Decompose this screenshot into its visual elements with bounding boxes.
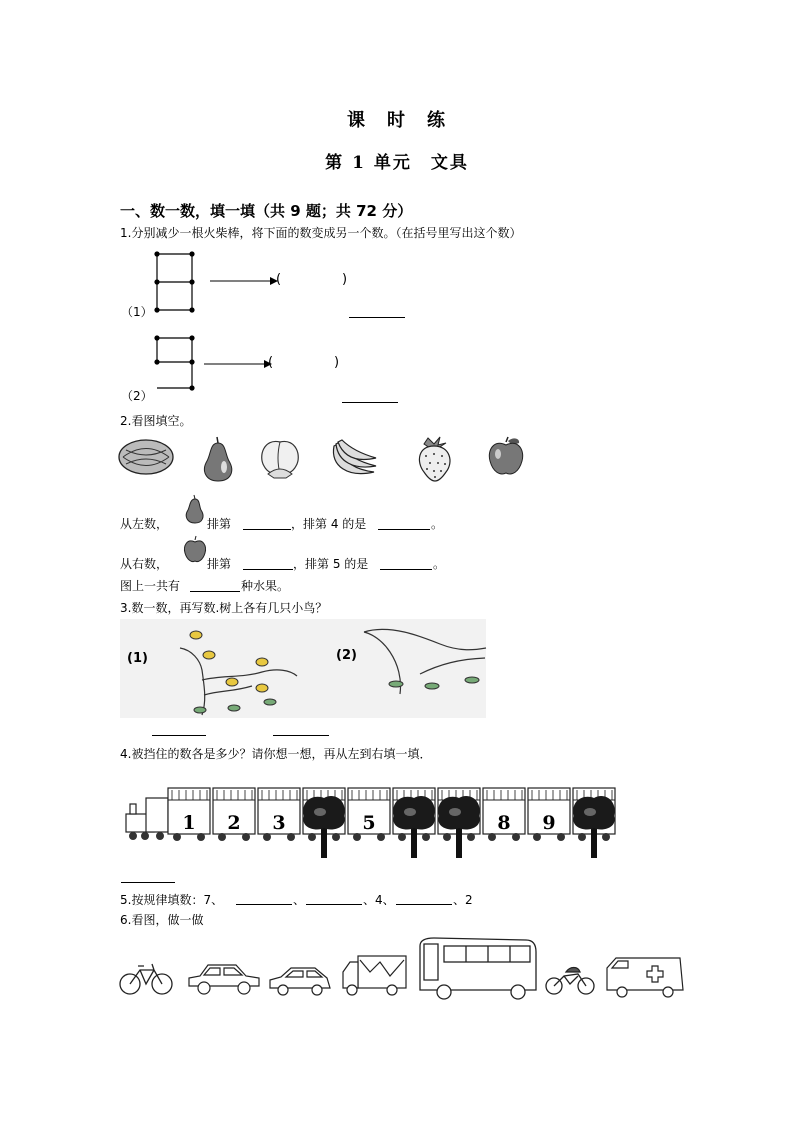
train-wheel	[353, 833, 361, 841]
q1-prompt: 1.分别减少一根火柴棒，将下面的数变成另一个数。（在括号里写出这个数）	[120, 226, 522, 240]
apple-icon	[486, 436, 526, 478]
train-car	[438, 788, 480, 858]
train-car	[348, 788, 390, 841]
train-car	[393, 788, 435, 858]
apple-icon	[183, 536, 207, 564]
q5-mid: 、4、	[363, 893, 395, 907]
watermelon-icon	[118, 438, 178, 478]
unit-title: 第 1 单元 文具	[325, 153, 469, 173]
train-wheel	[398, 833, 406, 841]
locomotive-icon	[124, 796, 172, 844]
q2-line1-mid: 排第	[207, 517, 232, 531]
train-wheel	[263, 833, 271, 841]
pear-icon	[198, 434, 238, 484]
q1-paren-close-2: )	[334, 355, 340, 370]
train-wheel	[533, 833, 541, 841]
train-car	[483, 788, 525, 841]
train-wheel	[173, 833, 181, 841]
q3-prompt: 3.数一数，再写数.树上各有几只小鸟？	[120, 601, 328, 615]
q3-label-2: (2)	[336, 648, 357, 663]
q3-blank-2[interactable]	[273, 735, 329, 736]
arrow-icon	[204, 359, 274, 369]
train-car	[573, 788, 615, 858]
q5-prompt-pre: 5.按规律填数：7、	[120, 893, 224, 907]
q1-paren-close-1: )	[342, 272, 348, 287]
q2-blank-3[interactable]	[243, 569, 293, 570]
train-car-number: 8	[497, 812, 511, 834]
q5-blank-1[interactable]	[236, 904, 292, 905]
q1-part2-label: （2）	[121, 389, 153, 403]
q1-part1-label: （1）	[121, 305, 153, 319]
q6-prompt: 6.看图，做一做	[120, 913, 204, 927]
q3-label-1: (1)	[127, 651, 148, 666]
train-car-number: 2	[227, 812, 241, 834]
suv-icon	[267, 964, 333, 998]
matchstick-figure-1	[150, 248, 210, 318]
train-wheel	[332, 833, 340, 841]
q2-line1-post: ，排第 4 的是	[291, 517, 367, 531]
sedan-icon	[186, 960, 262, 998]
q2-blank-2[interactable]	[378, 529, 430, 530]
train-wheel	[242, 833, 250, 841]
q2-line3-post: 种水果。	[241, 579, 290, 593]
train-wheel	[578, 833, 586, 841]
train-car	[528, 788, 570, 841]
train-wheel	[422, 833, 430, 841]
train-wheel	[512, 833, 520, 841]
tree-with-birds	[162, 620, 322, 720]
q5-end: 、2	[453, 893, 473, 907]
train-car-number: 1	[182, 812, 196, 834]
q2-line2-pre: 从右数，	[120, 557, 169, 571]
train-wheel	[287, 833, 295, 841]
train-wheel	[218, 833, 226, 841]
q4-prompt: 4.被挡住的数各是多少？请你想一想，再从左到右填一填．	[120, 747, 432, 761]
q1-paren-open-2: (	[268, 355, 274, 370]
truck-icon	[340, 952, 410, 998]
q2-line1-pre: 从左数，	[120, 517, 169, 531]
ambulance-icon	[604, 952, 686, 1000]
q2-line2-mid: 排第	[207, 557, 232, 571]
bus-icon	[414, 936, 538, 1000]
matchstick-figure-2	[150, 332, 210, 402]
q4-answer-blank[interactable]	[121, 882, 175, 883]
motorcycle-icon	[544, 962, 596, 998]
q1-answer-blank-2[interactable]	[342, 402, 398, 403]
train-car	[303, 788, 345, 858]
train-car	[258, 788, 300, 841]
q2-line3-pre: 图上一共有	[120, 579, 181, 593]
q2-blank-1[interactable]	[243, 529, 291, 530]
page-title: 课 时 练	[347, 110, 447, 131]
train-car-number: 9	[542, 812, 556, 834]
q5-blank-3[interactable]	[396, 904, 452, 905]
train-wheel	[602, 833, 610, 841]
q5-blank-2[interactable]	[306, 904, 362, 905]
q1-answer-blank-1[interactable]	[349, 317, 405, 318]
tree-branch	[360, 624, 490, 699]
q3-blank-1[interactable]	[152, 735, 206, 736]
train-car-number: 5	[362, 812, 376, 834]
banana-icon	[328, 436, 380, 480]
train-car-number: 3	[272, 812, 286, 834]
q2-line2-end: 。	[433, 557, 446, 571]
train-wheel	[377, 833, 385, 841]
q2-blank-5[interactable]	[190, 591, 240, 592]
strawberry-icon	[412, 434, 458, 484]
peach-icon	[256, 434, 304, 480]
q2-line1-end: 。	[431, 517, 444, 531]
train-wheel	[308, 833, 316, 841]
train-wheel	[488, 833, 496, 841]
section-heading: 一、数一数，填一填（共 9 题；共 72 分）	[120, 202, 413, 220]
q2-line2-post: ，排第 5 的是	[293, 557, 369, 571]
train-cars	[168, 786, 634, 846]
q2-prompt: 2.看图填空。	[120, 414, 192, 428]
train-wheel	[557, 833, 565, 841]
train-svg	[168, 786, 634, 860]
arrow-icon	[210, 276, 280, 286]
q2-blank-4[interactable]	[380, 569, 432, 570]
train-wheel	[197, 833, 205, 841]
q5-sep-1: 、	[293, 893, 306, 907]
train-wheel	[467, 833, 475, 841]
pear-icon	[183, 494, 205, 524]
train-car	[168, 788, 210, 841]
q1-paren-open-1: (	[276, 272, 282, 287]
bicycle-icon	[118, 958, 174, 998]
train-wheel	[443, 833, 451, 841]
train-car	[213, 788, 255, 841]
